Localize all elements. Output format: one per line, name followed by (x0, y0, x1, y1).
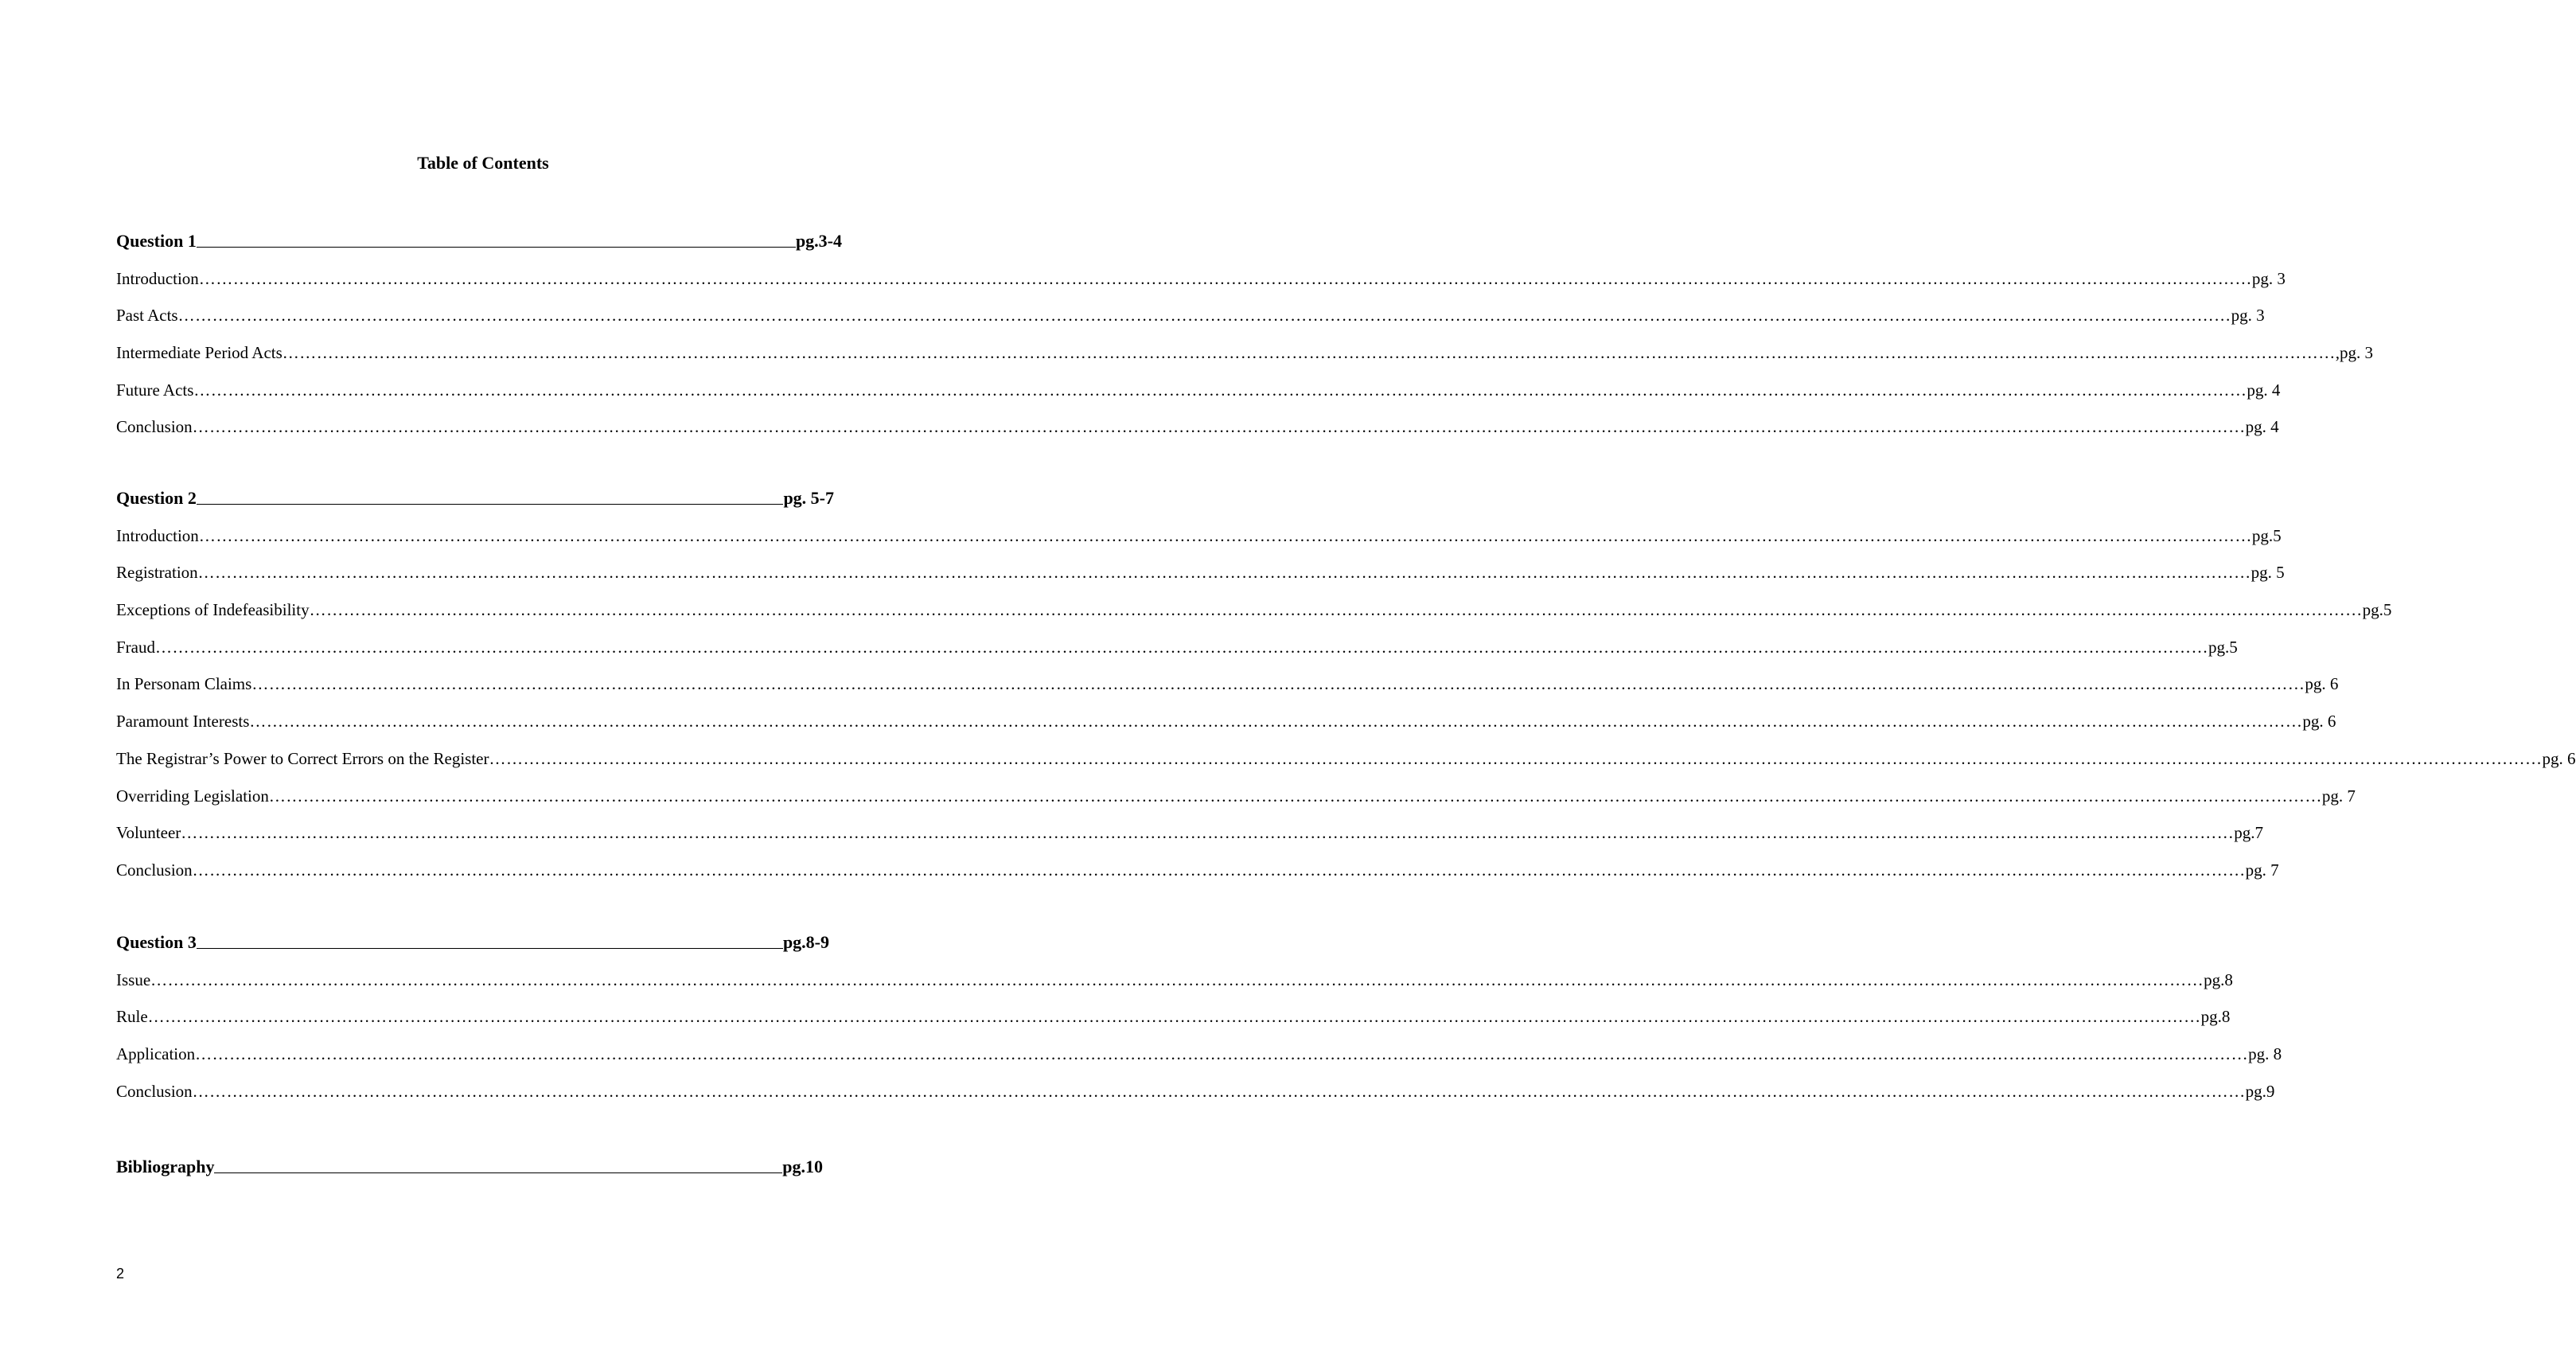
toc-entry-pages: pg.7 (2234, 823, 2264, 843)
page-title: Table of Contents (417, 153, 549, 173)
toc-entry-label: Conclusion (116, 860, 193, 880)
toc-entry-pages: pg. 5 (2251, 563, 2285, 583)
toc-entry-label: Paramount Interests (116, 712, 250, 732)
toc-entry[interactable] (116, 953, 2233, 990)
toc-entry[interactable] (116, 990, 2231, 1028)
toc-entry-label: Fraud (116, 637, 155, 657)
toc-entry[interactable] (116, 694, 2336, 732)
toc-heading-pages: pg.10 (782, 1157, 823, 1176)
toc-entry-pages: pg. 4 (2245, 417, 2279, 437)
toc-entry[interactable] (116, 400, 2279, 438)
leader-dots: ……………………………………………………………………………………………………………………………………………………………………………………………………………………………………………………………………………………………………………………………… (193, 380, 2247, 400)
leader-dots: ……………………………………………………………………………………………………………………………………………………………………………………………………………………………………………………………………………………………………………………………… (282, 343, 2336, 363)
toc-heading[interactable] (116, 485, 834, 509)
leader-dots: ……………………………………………………………………………………………………………………………………………………………………………………………………………………………………………………………………………………………………………………………… (198, 268, 2252, 288)
toc-entry[interactable] (116, 769, 2356, 806)
leader-rule (197, 504, 784, 505)
toc-entry[interactable] (116, 1064, 2275, 1102)
toc-heading-pages: pg.8-9 (782, 932, 829, 952)
leader-rule (214, 1172, 782, 1173)
leader-dots: ……………………………………………………………………………………………………………………………………………………………………………………………………………………………………………………………………………………………………………………………… (309, 600, 2363, 620)
toc-entry-label: Conclusion (116, 1081, 193, 1101)
toc-entry[interactable] (116, 583, 2392, 620)
toc-entry[interactable] (116, 657, 2339, 695)
toc-entry-pages: pg.8 (2200, 1007, 2231, 1027)
toc-entry-pages: pg. 6 (2305, 674, 2339, 694)
toc-entry[interactable] (116, 843, 2279, 880)
toc-entry-pages: pg.5 (2362, 600, 2392, 620)
toc-entry-pages: pg. 7 (2321, 786, 2356, 806)
toc-section-question-3 (116, 929, 2282, 1102)
toc-entry-pages: pg. 7 (2245, 860, 2279, 880)
leader-rule (197, 948, 783, 949)
toc-heading[interactable] (116, 228, 842, 252)
toc-entry[interactable] (116, 252, 2286, 289)
toc-entry-label: Future Acts (116, 380, 194, 400)
leader-rule (197, 247, 796, 248)
toc-entry-label: In Personam Claims (116, 674, 252, 694)
toc-entry-pages: pg. 8 (2248, 1044, 2282, 1064)
toc-section-question-2 (116, 485, 2576, 880)
toc-entry[interactable] (116, 546, 2285, 583)
toc-heading-label: Bibliography (116, 1157, 215, 1176)
toc-entry-label: Volunteer (116, 823, 181, 843)
leader-dots: ……………………………………………………………………………………………………………………………………………………………………………………………………………………………………………………………………………………………………………………………… (181, 823, 2235, 843)
toc-section-question-1 (116, 228, 2374, 437)
leader-dots: ……………………………………………………………………………………………………………………………………………………………………………………………………………………………………………………………………………………………………………………………… (489, 748, 2543, 768)
leader-dots: ……………………………………………………………………………………………………………………………………………………………………………………………………………………………………………………………………………………………………………………………… (177, 306, 2231, 326)
toc-entry-label: Past Acts (116, 306, 178, 326)
toc-entry-label: Rule (116, 1007, 148, 1027)
toc-entry-pages: pg.8 (2204, 970, 2233, 989)
toc-entry-pages: pg. 6 (2542, 748, 2576, 768)
toc-entry-label: Exceptions of Indefeasibility (116, 600, 310, 620)
toc-heading-label: Question 3 (116, 932, 197, 952)
leader-dots: ……………………………………………………………………………………………………………………………………………………………………………………………………………………………………………………………………………………………………………………………… (197, 563, 2251, 583)
toc-entry-label: Introduction (116, 268, 199, 288)
page-number: 2 (116, 1266, 125, 1282)
leader-dots: ……………………………………………………………………………………………………………………………………………………………………………………………………………………………………………………………………………………………………………………………… (198, 525, 2252, 545)
toc-entry[interactable] (116, 363, 2281, 400)
toc-entry-pages: pg. 6 (2302, 712, 2336, 732)
leader-dots: ……………………………………………………………………………………………………………………………………………………………………………………………………………………………………………………………………………………………………………………………… (251, 674, 2305, 694)
toc-heading-label: Question 2 (116, 488, 197, 508)
leader-dots: ……………………………………………………………………………………………………………………………………………………………………………………………………………………………………………………………………………………………………………………………… (268, 786, 2322, 806)
toc-entry-pages: ,pg. 3 (2335, 343, 2374, 363)
toc-entry[interactable] (116, 732, 2576, 769)
toc-entry-label: Application (116, 1044, 196, 1064)
toc-entry-pages: pg. 3 (2251, 268, 2286, 288)
toc-heading-label: Question 1 (116, 231, 197, 251)
toc-entry-label: Registration (116, 563, 198, 583)
leader-dots: ……………………………………………………………………………………………………………………………………………………………………………………………………………………………………………………………………………………………………………………………… (150, 970, 2204, 989)
toc-entry-label: Issue (116, 970, 151, 989)
toc-entry-label: Introduction (116, 525, 199, 545)
toc-section-bibliography (116, 1153, 823, 1177)
toc-heading[interactable] (116, 1153, 823, 1177)
leader-dots: ……………………………………………………………………………………………………………………………………………………………………………………………………………………………………………………………………………………………………………………………… (192, 417, 2246, 437)
leader-dots: ……………………………………………………………………………………………………………………………………………………………………………………………………………………………………………………………………………………………………………………………… (249, 712, 2303, 732)
leader-dots: ……………………………………………………………………………………………………………………………………………………………………………………………………………………………………………………………………………………………………………………………… (155, 637, 2208, 657)
toc-entry-label: Conclusion (116, 417, 193, 437)
toc-entry-pages: pg. 4 (2247, 380, 2281, 400)
toc-entry-label: Intermediate Period Acts (116, 343, 283, 363)
leader-dots: ……………………………………………………………………………………………………………………………………………………………………………………………………………………………………………………………………………………………………………………………… (192, 1081, 2246, 1101)
toc-heading-pages: pg. 5-7 (783, 488, 834, 508)
toc-entry-pages: pg.9 (2245, 1081, 2275, 1101)
toc-entry-pages: pg. 3 (2231, 306, 2265, 326)
leader-dots: ……………………………………………………………………………………………………………………………………………………………………………………………………………………………………………………………………………………………………………………………… (192, 860, 2246, 880)
leader-dots: ……………………………………………………………………………………………………………………………………………………………………………………………………………………………………………………………………………………………………………………………… (195, 1044, 2249, 1064)
toc-heading-pages: pg.3-4 (795, 231, 842, 251)
toc-entry[interactable] (116, 509, 2282, 546)
toc-entry-label: The Registrar’s Power to Correct Errors on the Register (116, 748, 489, 768)
toc-entry[interactable] (116, 289, 2265, 326)
toc-entry[interactable] (116, 806, 2264, 844)
toc-entry-pages: pg.5 (2251, 525, 2282, 545)
toc-entry[interactable] (116, 620, 2238, 657)
leader-dots: ……………………………………………………………………………………………………………………………………………………………………………………………………………………………………………………………………………………………………………………………… (147, 1007, 2201, 1027)
toc-heading[interactable] (116, 929, 829, 953)
toc-entry[interactable] (116, 1027, 2282, 1064)
toc-entry-pages: pg.5 (2208, 637, 2238, 657)
toc-entry-label: Overriding Legislation (116, 786, 269, 806)
toc-entry[interactable] (116, 326, 2374, 363)
